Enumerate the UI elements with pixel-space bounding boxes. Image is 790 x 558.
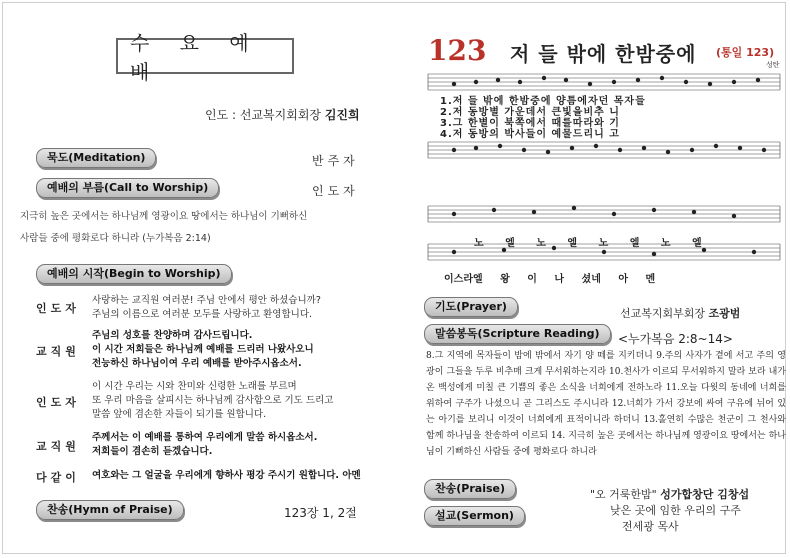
hymn-of-praise-value: 123장 1, 2절 xyxy=(284,506,357,520)
litany-row xyxy=(36,380,333,422)
begin-worship-heading: 예배의 시작(Begin to Worship) xyxy=(36,264,232,284)
hymn-refrain-2: 이스라엘 왕 이 나 셨네 아 멘 xyxy=(444,274,656,285)
hymn-of-praise-heading: 찬송(Hymn of Praise) xyxy=(36,500,184,520)
service-leader xyxy=(205,106,360,123)
hymn-tag: 성탄 xyxy=(766,61,780,69)
litany-line: 전능하신 하나님이여 우리 예배를 받아주시옵소서. xyxy=(92,358,302,369)
prayer-heading: 기도(Prayer) xyxy=(424,297,518,317)
litany-line: 사랑하는 교직원 여러분! 주님 안에서 평안 하셨습니까? xyxy=(92,295,321,306)
sermon-title: 낮은 곳에 임한 우리의 구주 xyxy=(610,504,741,517)
litany-role: 다같이 xyxy=(36,471,80,484)
praise-heading: 찬송(Praise) xyxy=(424,479,516,499)
praise-performer: 성가합창단 김창섭 xyxy=(660,488,750,501)
service-leader-label: 인도 : 선교복지회회장 xyxy=(205,108,322,122)
right-page xyxy=(400,0,790,558)
litany-role: 교직원 xyxy=(36,345,80,358)
litany-row xyxy=(36,431,317,459)
call-to-worship-text-1: 지극히 높은 곳에서는 하나님께 영광이요 땅에서는 하나님이 기뻐하신 xyxy=(20,211,308,222)
scripture-heading: 말씀봉독(Scripture Reading) xyxy=(424,324,611,344)
litany-line: 주님의 성호를 찬양하며 감사드립니다. xyxy=(92,330,253,341)
litany-role: 인도자 xyxy=(36,302,80,315)
litany-line: 주님의 이름으로 여러분 모두를 사랑하고 환영합니다. xyxy=(92,309,313,320)
meditation-by: 반주자 xyxy=(312,154,359,168)
call-to-worship-heading: 예배의 부름(Call to Worship) xyxy=(36,178,219,198)
litany-line: 여호와는 그 얼굴을 우리에게 향하사 평강 주시기 원합니다. 아멘 xyxy=(92,470,361,481)
call-to-worship-by: 인도자 xyxy=(312,184,359,198)
litany-line: 저희들이 겸손히 듣겠습니다. xyxy=(92,446,213,457)
hymn-refrain-1: 노 엘 노 엘 노 엘 노 엘 xyxy=(474,238,702,249)
meditation-heading: 묵도(Meditation) xyxy=(36,148,156,168)
litany-row xyxy=(36,294,321,322)
bulletin-title: 수 요 예 배 xyxy=(116,38,294,74)
litany-row xyxy=(36,469,361,485)
praise-line xyxy=(590,486,749,502)
litany-line: 또 우리 마음을 살피시는 하나님께 감사함으로 기도 드리고 xyxy=(92,395,334,406)
scripture-reference: <누가복음 2:8~14> xyxy=(618,332,733,346)
hymn-number: 123 xyxy=(428,34,487,67)
litany-line: 이 시간 우리는 시와 찬미와 신령한 노래를 부르며 xyxy=(92,381,297,392)
litany-line: 주께서는 이 예배를 통하여 우리에게 말씀 하시옵소서. xyxy=(92,432,318,443)
service-leader-name: 김진희 xyxy=(324,108,360,122)
hymn-title: 저 들 밖에 한밤중에 xyxy=(510,42,697,66)
scripture-text: 8.그 지역에 목자들이 밤에 밖에서 자기 양 떼를 지키더니 9.주의 사자가 곁에 서고 주의 영광이 그들을 두루 비추매 크게 무서워하는지라 10.천사가 이르되 무서워하지 말라 보라 내가 온 백성에게 미칠 큰 기쁨의 좋은 소식을 너희에게 전하노라 11.오늘 다윗의 동네에 너희를 위하여 구주가 나셨으니 곧 그리스도 주시니라 12.너희가 가서 강보에 싸여 구유에 뉘어 있는 아기를 보리니 이것이 너희에게 표적이니라 하더니 13.홀연히 수많은 천군이 그 천사와 함께 하나님을 찬송하여 이르되 14. 지극히 높은 곳에서는 하나님께 영광이요 땅에서는 하나님이 기뻐하신 사람들 중에 평화로다 하니라 xyxy=(426,351,786,457)
litany-line: 이 시간 저희들은 하나님께 예배를 드리러 나왔사오니 xyxy=(92,344,314,355)
call-to-worship-text-2: 사람들 중에 평화로다 하니라 (누가복음 2:14) xyxy=(20,233,211,244)
hymn-verse: 3.그 한별이 북쪽에서 때를따라와 기 xyxy=(440,118,620,129)
hymn-verse: 4.저 동방의 박사들이 예물드리니 고 xyxy=(440,129,620,140)
sermon-preacher: 전세광 목사 xyxy=(622,520,679,533)
litany-line: 말씀 앞에 겸손한 자들이 되기를 원합니다. xyxy=(92,409,267,420)
prayer-leader-label: 선교복지회부회장 xyxy=(620,307,706,320)
litany-row xyxy=(36,329,314,371)
praise-song: "오 거룩한밤" xyxy=(590,488,657,501)
hymn-verse: 2.저 동방별 가운데서 큰빛을비추 니 xyxy=(440,107,620,118)
litany-role: 인도자 xyxy=(36,396,80,409)
hymn-verse: 1.저 들 밖에 한밤중에 양틈에자던 목자들 xyxy=(440,96,646,107)
hymn-verses xyxy=(440,96,646,140)
sermon-heading: 설교(Sermon) xyxy=(424,506,525,526)
litany-role: 교직원 xyxy=(36,440,80,453)
hymn-old-number: (통일 123) xyxy=(716,46,775,59)
prayer-leader-name: 조광범 xyxy=(708,307,741,320)
prayer-leader xyxy=(620,305,740,321)
